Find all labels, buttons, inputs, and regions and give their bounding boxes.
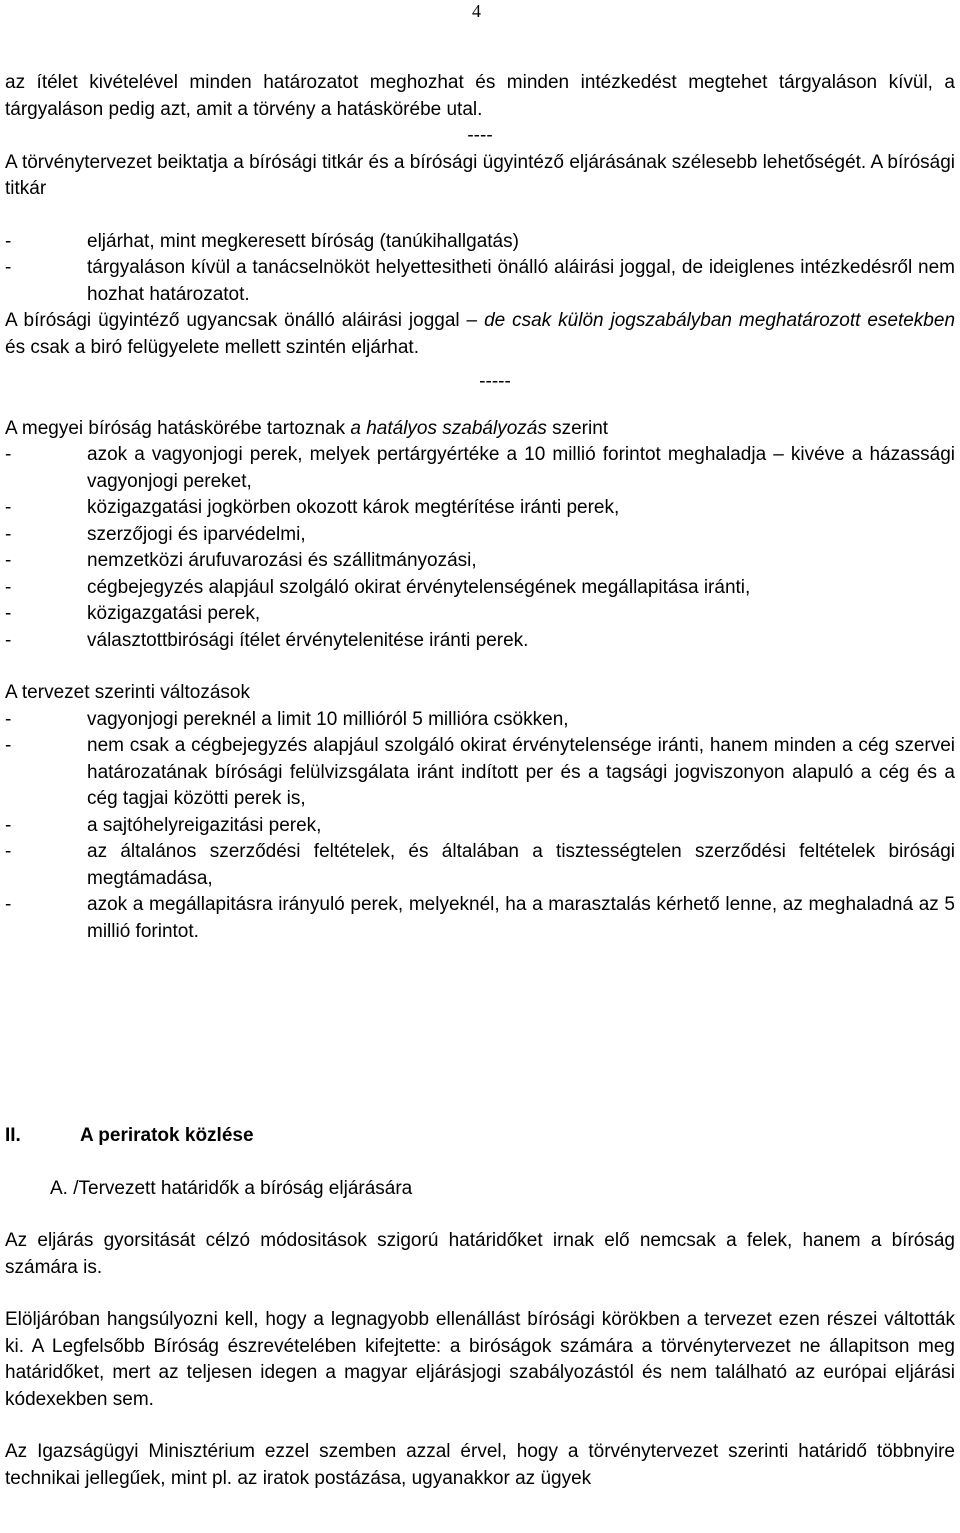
paragraph-resistance: Elöljáróban hangsúlyozni kell, hogy a legnagyobb ellenállást bírósági körökben a tervezet ezen részei váltották ki. A Legfelsőbb Bíróság észrevételében kifejtette: a biróságok számára a törvénytervezet ne állapitson meg határidőket, mert az teljesen idegen a magyar eljárásjogi szabályozástól és nem található az európai eljárási kódexekben sem. <box>5 1309 955 1410</box>
page-number: 4 <box>472 1 481 21</box>
list-item: - közigazgatási jogkörben okozott károk megtérítése iránti perek, <box>5 495 955 522</box>
county-court-list <box>5 442 955 654</box>
paragraph-clerk-intro-b: A bírósági titkár <box>5 151 956 199</box>
paragraph-administrator-end: és csak a biró felügyelete mellett szintén eljárhat. <box>5 336 419 358</box>
list-item: - vagyonjogi pereknél a limit 10 millióról 5 millióra csökken, <box>5 707 955 734</box>
paragraph-ministry: Az Igazságügyi Minisztérium ezzel szemben azzal érvel, hogy a törvénytervezet szerinti határidő többnyire technikai jellegűek, mint pl. az iratok postázása, ugyanakkor az ügyek <box>5 1441 955 1489</box>
paragraph-county-court-italic: a hatályos szabályozás <box>350 417 547 439</box>
paragraph-county-court-end: szerint <box>546 417 609 439</box>
changes-list <box>5 707 955 946</box>
clerk-powers-list <box>5 229 955 309</box>
section-heading <box>5 1123 955 1150</box>
list-item: - választottbirósági ítélet érvénytelenitése iránti perek. <box>5 628 955 655</box>
list-item: - az általános szerződési feltételek, és általában a tisztességtelen szerződési feltételek birósági megtámadása, <box>5 839 955 892</box>
document-body <box>5 70 955 1492</box>
list-item: - nem csak a cégbejegyzés alapjául szolgáló okirat érvénytelensége iránti, hanem minden a cég szervei határozatának bírósági felülvizsgálata iránt indított per és a tagsági jogviszonyon alapuló a cég és a cég tagjai közötti perek is, <box>5 733 955 813</box>
paragraph-intro: az ítélet kivételével minden határozatot meghozhat és minden intézkedést megtehet tárgyaláson kívül, a tárgyaláson pedig azt, amit a törvény a hatáskörébe utal. <box>5 72 955 120</box>
list-item: - a sajtóhelyreigazitási perek, <box>5 813 955 840</box>
paragraph-clerk-intro-a: A törvénytervezet beiktatja a bírósági titkár és a bírósági ügyintéző eljárásának szélesebb lehetőségét. <box>5 151 867 173</box>
paragraph-administrator-italic: de csak külön jogszabályban meghatározott esetekben <box>484 310 956 331</box>
paragraph-clerk-intro <box>5 150 955 203</box>
list-item: - eljárhat, mint megkeresett bíróság (tanúkihallgatás) <box>5 229 955 256</box>
separator-dashes: ---- <box>467 125 493 146</box>
list-item: - azok a vagyonjogi perek, melyek pertárgyértéke a 10 millió forintot meghaladja – kivéve a házassági vagyonjogi pereket, <box>5 442 955 495</box>
list-item: - közigazgatási perek, <box>5 601 955 628</box>
paragraph-administrator <box>5 308 955 361</box>
separator-dashes: ----- <box>479 371 511 392</box>
section-title: A periratok közlése <box>80 1125 254 1146</box>
section-number: II. <box>5 1125 21 1146</box>
list-item: - cégbejegyzés alapjául szolgáló okirat érvénytelenségének megállapitása iránti, <box>5 575 955 602</box>
list-item: - tárgyaláson kívül a tanácselnököt helyettesitheti önálló aláirási joggal, de ideiglenes intézkedésről nem hozhat határozatot. <box>5 255 955 308</box>
list-item: - szerzőjogi és iparvédelmi, <box>5 522 955 549</box>
paragraph-changes: A tervezet szerinti változások <box>5 682 250 703</box>
list-item: - azok a megállapitásra irányuló perek, melyeknél, ha a marasztalás kérhető lenne, az meghaladná az 5 millió forintot. <box>5 892 955 945</box>
paragraph-deadlines: Az eljárás gyorsitását célzó módositások szigorú határidőket irnak elő nemcsak a felek, hanem a bíróság számára is. <box>5 1230 955 1278</box>
subheading: A. /Tervezett határidők a bíróság eljárására <box>50 1177 413 1199</box>
paragraph-administrator-start: A bírósági ügyintéző ugyancsak önálló aláirási joggal – <box>5 310 485 331</box>
paragraph-county-court <box>5 416 955 443</box>
list-item: - nemzetközi árufuvarozási és szállitmányozási, <box>5 548 955 575</box>
paragraph-county-court-start: A megyei bíróság hatáskörébe tartoznak <box>5 417 351 439</box>
